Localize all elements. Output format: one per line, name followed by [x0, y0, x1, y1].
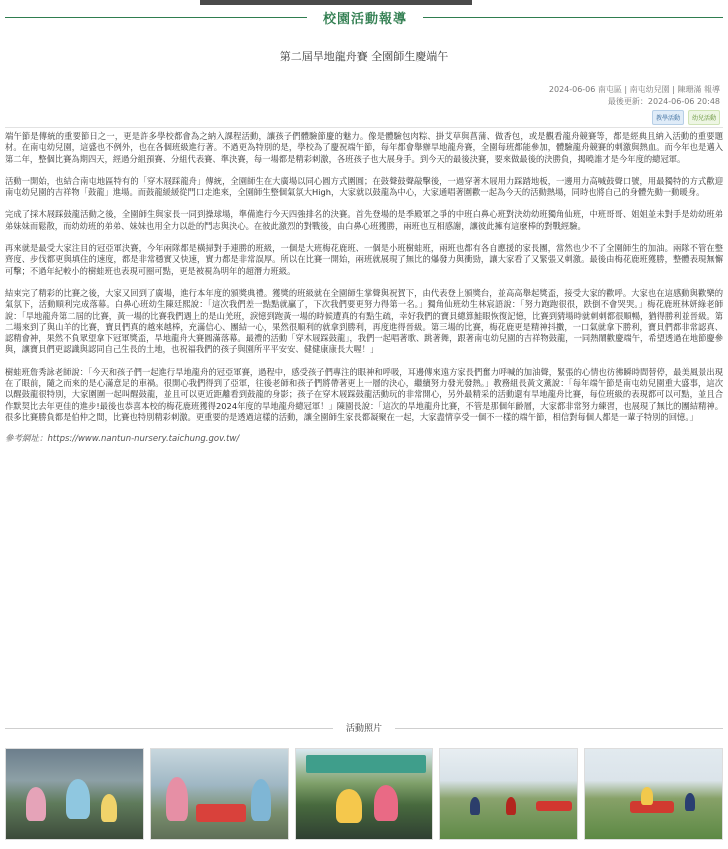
heading-rule-right — [423, 17, 723, 18]
paragraph: 端午節是傳統的重要節日之一，更是許多學校都會為之納入課程活動，讓孩子們體驗節慶的魅力。像是體驗包肉粽、掛艾草與菖蒲、做香包，或是觀看龍舟競賽等，都是經典且納入活動的重要題材。在南屯幼兒園，這盛也不例外，也在各個班級進行著。不過更為特別的是，學校為了慶祝端午節，每年都會舉辦旱地龍舟賽，全園每班都能參加，體驗龍舟競賽的刺激與熱血。而今年也是邁入第二年，整個比賽為期四天，經過分組預賽、分組代表賽、準決賽，每一場都是精彩刺激，各班孩子也大展身手。到今天的最後決賽，要來做最後的決勝負，揭曉誰才是今年度的總冠軍。 — [5, 131, 723, 164]
heading-rule-left — [5, 17, 307, 18]
photo-thumbnail-4[interactable] — [439, 748, 578, 840]
reference-label: 參考網址： — [5, 434, 48, 445]
photo-thumbnail-2[interactable] — [150, 748, 289, 840]
section-heading — [0, 7, 728, 27]
paragraph: 完成了採木屐踩鼓龍活動之後，全園師生與家長一同到操球場，準備進行今天四強排名的決賽。首先登場的是季殿軍之爭的中班白鼻心班對決幼幼班獨角仙班，中班哥哥、姐姐並未對手是幼幼班弟弟妹妹而鬆散，而幼幼班的弟弟、妹妹也用全力以赴的鬥志與決心。在彼此激烈的對戰後，由白鼻心班獲勝，兩班也互相感謝，讓彼此擁有這麼棒的對戰經驗。 — [5, 209, 723, 231]
article-body — [5, 131, 723, 446]
photos-title: 活動照片 — [345, 724, 382, 734]
paragraph: 樹蛙班詹秀詠老師說：「今天和孩子們一起進行旱地龍舟的冠亞軍賽，過程中，感受孩子們專注的眼神和呼吸，耳邊傳來遠方家長們奮力呼喊的加油聲，緊張的心情也彷彿瞬時間替停，最美風景出現在了眼前，隨之而來的是心滿意足的車禍。很開心我們得到了亞軍，往後老師和孩子們將帶著更上一層的決心，繼續努力發光發熱。」教務組長黃文薰說：「每年端午節是南屯幼兒園重大盛事，這次以醒鼓龍很特別，大家圍圍一起叫醒鼓龍，並且可以更近距離看到鼓龍的身影；孩子在穿木屐踩鼓龍活動玩的非常開心，另外最精采的活動還有旱地龍舟比賽，每位班級的表現都可以可點，並且合作默契比去年更佳的進步!最後也恭喜本校的梅花鹿班獲得2024年度的旱地龍舟總冠軍！」陳園長說：「這次的旱地龍舟比賽，不管是那個年齡層，大家都非常努力練習，也展現了無比的團結精神。很多比賽勝負都是伯仲之間，比賽也特別精彩刺激。更重要的是透過這樣的活動，讓全園師生家長都凝聚在一起，大家盡情享受一個不一樣的端午節，相信對每個人都是一輩子特別的回憶。」 — [5, 366, 723, 422]
paragraph: 再來就是最受大家注目的冠亞軍決賽，今年兩隊都是橫掃對手連勝的班級，一個是大班梅花鹿班、一個是小班樹蛙班，兩班也都有各自應援的家長團，當然也少不了全園師生的加油。兩隊不管在整齊度、步伐都更與填住的速度，都是非常穩實又快速，實力都是非常誤厚。所以在比賽一開始，兩班就展現了無比的爆發力與衝勁，讓大家看了又緊張又刺激。最後由梅花鹿班獲勝，整體表現無懈可擊；不過年紀較小的樹蛙班也表現可圈可點，更是被視為明年的超潛力班級。 — [5, 243, 723, 276]
tag-teaching-activity[interactable]: 教學活動 — [652, 110, 684, 125]
photo-thumbnail-1[interactable] — [5, 748, 144, 840]
paragraph: 結束完了精彩的比賽之後，大家又回到了廣場，進行本年度的頒獎典禮。獲獎的班級就在全園師生掌聲與祝賀下，由代表登上頒獎台，並高高舉起獎盃，接受大家的歡呼。大家也在這感動與歡樂的氣氛下，活動順利完成落幕。白鼻心班幼生陳廷熙說：「這次我們差一點點就贏了，下次我們要更努力得第一名。」獨角仙班幼生林宸語說：「努力跑跑很很，跌倒不會哭哭。」梅花鹿班林妍綠老師說：「旱地龍舟第二屆的比賽，黃一場的比賽我們遇上的是山羌班，淚憶到跑黃一場的時候遭真的有點生疏，幸好我們的寶貝總算鮭眼恢復記憶，比賽到猜場時就刺刺都很順暢，猶得勝利並晉級。第二場來到了與山羊的比賽，寶貝們真的越來越棒，充滿信心、團結一心，果然很順利的就拿到勝利，再度進得晉級。第三場的比賽，梅花鹿更是精神抖擻，一口氣就拿下勝利，寶貝們都非常認真、認精會神，果然不負眾望拿下冠軍獎盃，旱地龍舟大賽圓滿落幕。最禮的活動「穿木屐踩鼓龍」，我們一起唱著歌、跳著舞，跟著南屯幼兒園的吉祥物鼓龍，一同熱鬧歡慶端午，希望透過在地節慶參與，讓寶貝們更認識與認同自己生長的土地，也祝福我們的孩子與園所平平安安、健健康康長大喔！」 — [5, 287, 723, 355]
article-title: 第二屆旱地龍舟賽 全園師生慶端午 — [279, 50, 449, 63]
reference-line — [5, 434, 723, 445]
photos-rule-right — [395, 728, 723, 729]
section-title: 校園活動報導 — [322, 12, 407, 27]
reference-link[interactable]: https://www.nantun-nursery.taichung.gov.tw/ — [47, 434, 240, 445]
article-meta: 2024-06-06 南屯區 | 南屯幼兒園 | 陳珊滿 報導 — [548, 85, 720, 94]
tag-child-activity[interactable]: 幼兒活動 — [688, 110, 720, 125]
tag-list — [652, 110, 720, 125]
photos-heading — [0, 721, 728, 735]
top-bar — [200, 0, 472, 5]
photo-thumbnail-3[interactable] — [295, 748, 434, 840]
photo-gallery — [5, 748, 723, 840]
paragraph: 活動一開始，也結合南屯地區特有的「穿木屐踩龍舟」傳統，全園師生在大廣場以同心圓方式圍圓；在鼓聲鼓聲敲擊後，一過穿著木屐用力踩踏地板，一邊用力高喊鼓聲口號，用最獨特的方式歡迎南屯幼兒園的吉祥物「鼓龍」進場。而鼓龍緩緩從門口走進來，全園師生整個氣氛大High，大家就以鼓龍為中心，大家通唱著圍歡一起為今天的活動熱場，同時也將自己的身體先動一動暖身。 — [5, 175, 723, 198]
last-updated: 最後更新：2024-06-06 20:48 — [607, 97, 720, 106]
photo-thumbnail-5[interactable] — [584, 748, 723, 840]
divider — [5, 127, 723, 128]
photos-rule-left — [5, 728, 333, 729]
